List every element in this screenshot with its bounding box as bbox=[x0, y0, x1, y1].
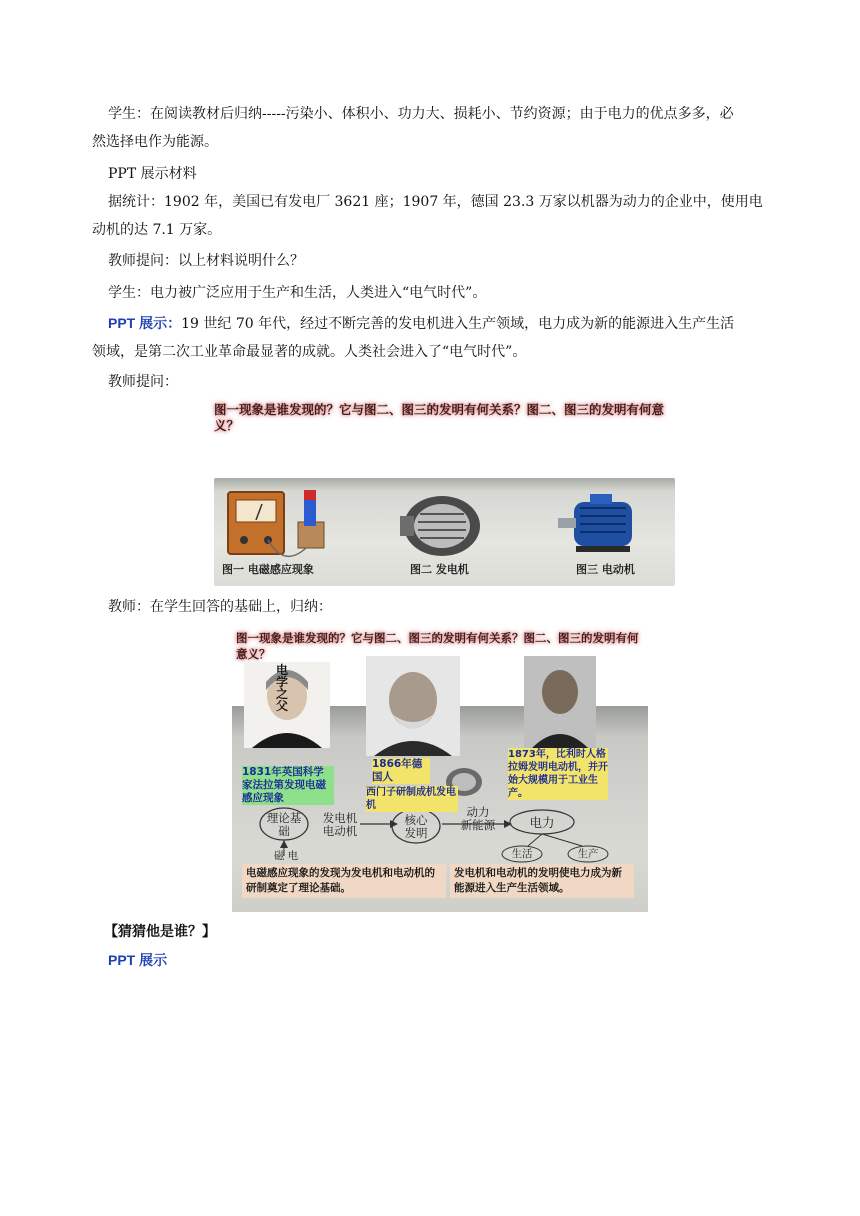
label-siemens: 西门子研制成机发电机 bbox=[366, 787, 456, 811]
paragraph-teacher-ask bbox=[108, 368, 780, 396]
caption-figure2: 图二 发电机 bbox=[410, 563, 469, 576]
figure2-question: 图一现象是谁发现的？它与图二、图三的发明有何关系？图二、图三的发明有何意义？ bbox=[236, 631, 639, 661]
paragraph-teacher-question bbox=[108, 247, 780, 275]
text-line: 教师：在学生回答的基础上，归纳： bbox=[108, 599, 332, 615]
paragraph-ppt-show-2 bbox=[108, 946, 780, 975]
text-line: 学生：在阅读教材后归纳-----污染小、体积小、功力大、损耗小、节约资源；由于电力的优点多多，必 bbox=[108, 106, 734, 122]
figure1-image bbox=[214, 478, 675, 586]
label-gramme: 1873年，比利时人格拉姆发明电动机，并开始大规模用于工业生产。 bbox=[508, 749, 608, 799]
paragraph-student-summary-cont bbox=[92, 128, 782, 156]
paragraph-ppt-show bbox=[108, 309, 780, 338]
paragraph-student-answer bbox=[108, 279, 780, 307]
label-faraday: 1831年英国科学家法拉第发现电磁感应现象 bbox=[242, 766, 334, 805]
flow-production: 生产 bbox=[577, 848, 599, 860]
note-right: 发电机和电动机的发明使电力成为新能源进入生产生活领域。 bbox=[450, 864, 634, 898]
figure2-image bbox=[232, 626, 648, 912]
text-line: 学生：电力被广泛应用于生产和生活，人类进入“电气时代”。 bbox=[108, 285, 487, 301]
flow-electricity: 电力 bbox=[529, 815, 555, 830]
text-line: 领域，是第二次工业革命最显著的成就。人类社会进入了“电气时代”。 bbox=[92, 344, 527, 360]
paragraph-ppt-show-cont bbox=[92, 338, 782, 366]
paragraph-statistics-cont bbox=[92, 216, 782, 244]
text-line: 然选择电作为能源。 bbox=[92, 134, 218, 150]
flow-life: 生活 bbox=[511, 848, 533, 860]
ppt-label: PPT 展示 bbox=[108, 952, 168, 968]
paragraph-teacher-summary bbox=[108, 593, 780, 621]
flow-theory: 理论基础 bbox=[266, 811, 302, 838]
ppt-label: PPT 展示： bbox=[108, 315, 182, 331]
label-siemens-year: 1866年德国人 bbox=[372, 758, 430, 784]
paragraph-statistics bbox=[108, 188, 780, 216]
caption-figure1: 图一 电磁感应现象 bbox=[222, 563, 314, 576]
text-line: 教师提问： bbox=[108, 374, 178, 390]
heading-guess-who bbox=[104, 918, 776, 946]
text-line: 据统计：1902 年，美国已有发电厂 3621 座；1907 年，德国 23.3 万家以机器为动力的企业中，使用电 bbox=[108, 194, 763, 210]
flow-magnet: 磁 电 bbox=[273, 850, 299, 862]
note-left: 电磁感应现象的发现为发电机和电动机的研制奠定了理论基础。 bbox=[242, 864, 446, 898]
figure1-question: 图一现象是谁发现的？它与图二、图三的发明有何关系？图二、图三的发明有何意义？ bbox=[214, 402, 665, 433]
portrait-tag: 电学之父 bbox=[276, 663, 289, 713]
text-line: 教师提问：以上材料说明什么？ bbox=[108, 253, 304, 269]
text-line: 【猜猜他是谁？】 bbox=[104, 924, 216, 940]
text-line: 动机的达 7.1 万家。 bbox=[92, 222, 222, 238]
flow-power: 动力 新能源 bbox=[460, 805, 496, 832]
text-line: 19 世纪 70 年代，经过不断完善的发电机进入生产领域，电力成为新的能源进入生产生活 bbox=[181, 316, 735, 332]
flow-machines: 发电机 电动机 bbox=[322, 811, 358, 838]
caption-figure3: 图三 电动机 bbox=[576, 563, 635, 576]
paragraph-ppt-material bbox=[108, 160, 780, 188]
paragraph-student-summary bbox=[108, 100, 780, 128]
flow-core: 核心 发明 bbox=[404, 813, 428, 840]
text-line: PPT 展示材料 bbox=[108, 166, 197, 182]
